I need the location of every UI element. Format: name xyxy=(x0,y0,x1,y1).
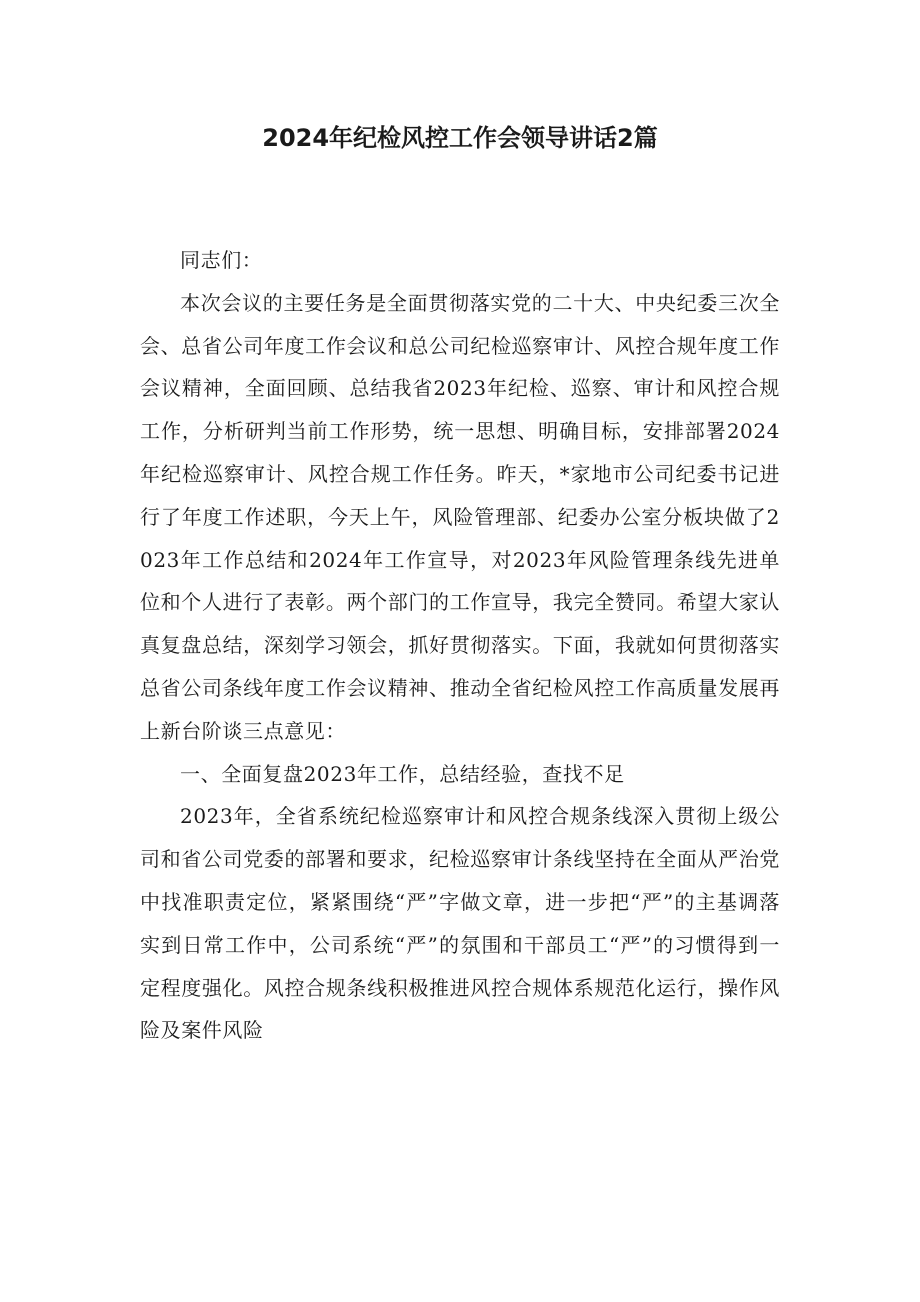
intro-paragraph: 本次会议的主要任务是全面贯彻落实党的二十大、中央纪委三次全会、总省公司年度工作会议和总公司纪检巡察审计、风控合规年度工作会议精神，全面回顾、总结我省2023年纪检、巡察、审计和风控合规工作，分析研判当前工作形势，统一思想、明确目标，安排部署2024年纪检巡察审计、风控合规工作任务。昨天，*家地市公司纪委书记进行了年度工作述职，今天上午，风险管理部、纪委办公室分板块做了2023年工作总结和2024年工作宣导，对2023年风险管理条线先进单位和个人进行了表彰。两个部门的工作宣导，我完全赞同。希望大家认真复盘总结，深刻学习领会，抓好贯彻落实。下面，我就如何贯彻落实总省公司条线年度工作会议精神、推动全省纪检风控工作高质量发展再上新台阶谈三点意见： xyxy=(140,290,780,743)
salutation-paragraph: 同志们： xyxy=(180,248,263,272)
document-body xyxy=(140,239,780,1052)
section-paragraph: 2023年，全省系统纪检巡察审计和风控合规条线深入贯彻上级公司和省公司党委的部署和要求，纪检巡察审计条线坚持在全面从严治党中找准职责定位，紧紧围绕“严”字做文章，进一步把“严”的主基调落实到日常工作中，公司系统“严”的氛围和干部员工“严”的习惯得到一定程度强化。风控合规条线积极推进风控合规体系规范化运行，操作风险及案件风险 xyxy=(140,804,780,1043)
section-heading: 一、全面复盘2023年工作，总结经验，查找不足 xyxy=(180,761,625,786)
document-title: 2024年纪检风控工作会领导讲话2篇 xyxy=(262,124,658,152)
